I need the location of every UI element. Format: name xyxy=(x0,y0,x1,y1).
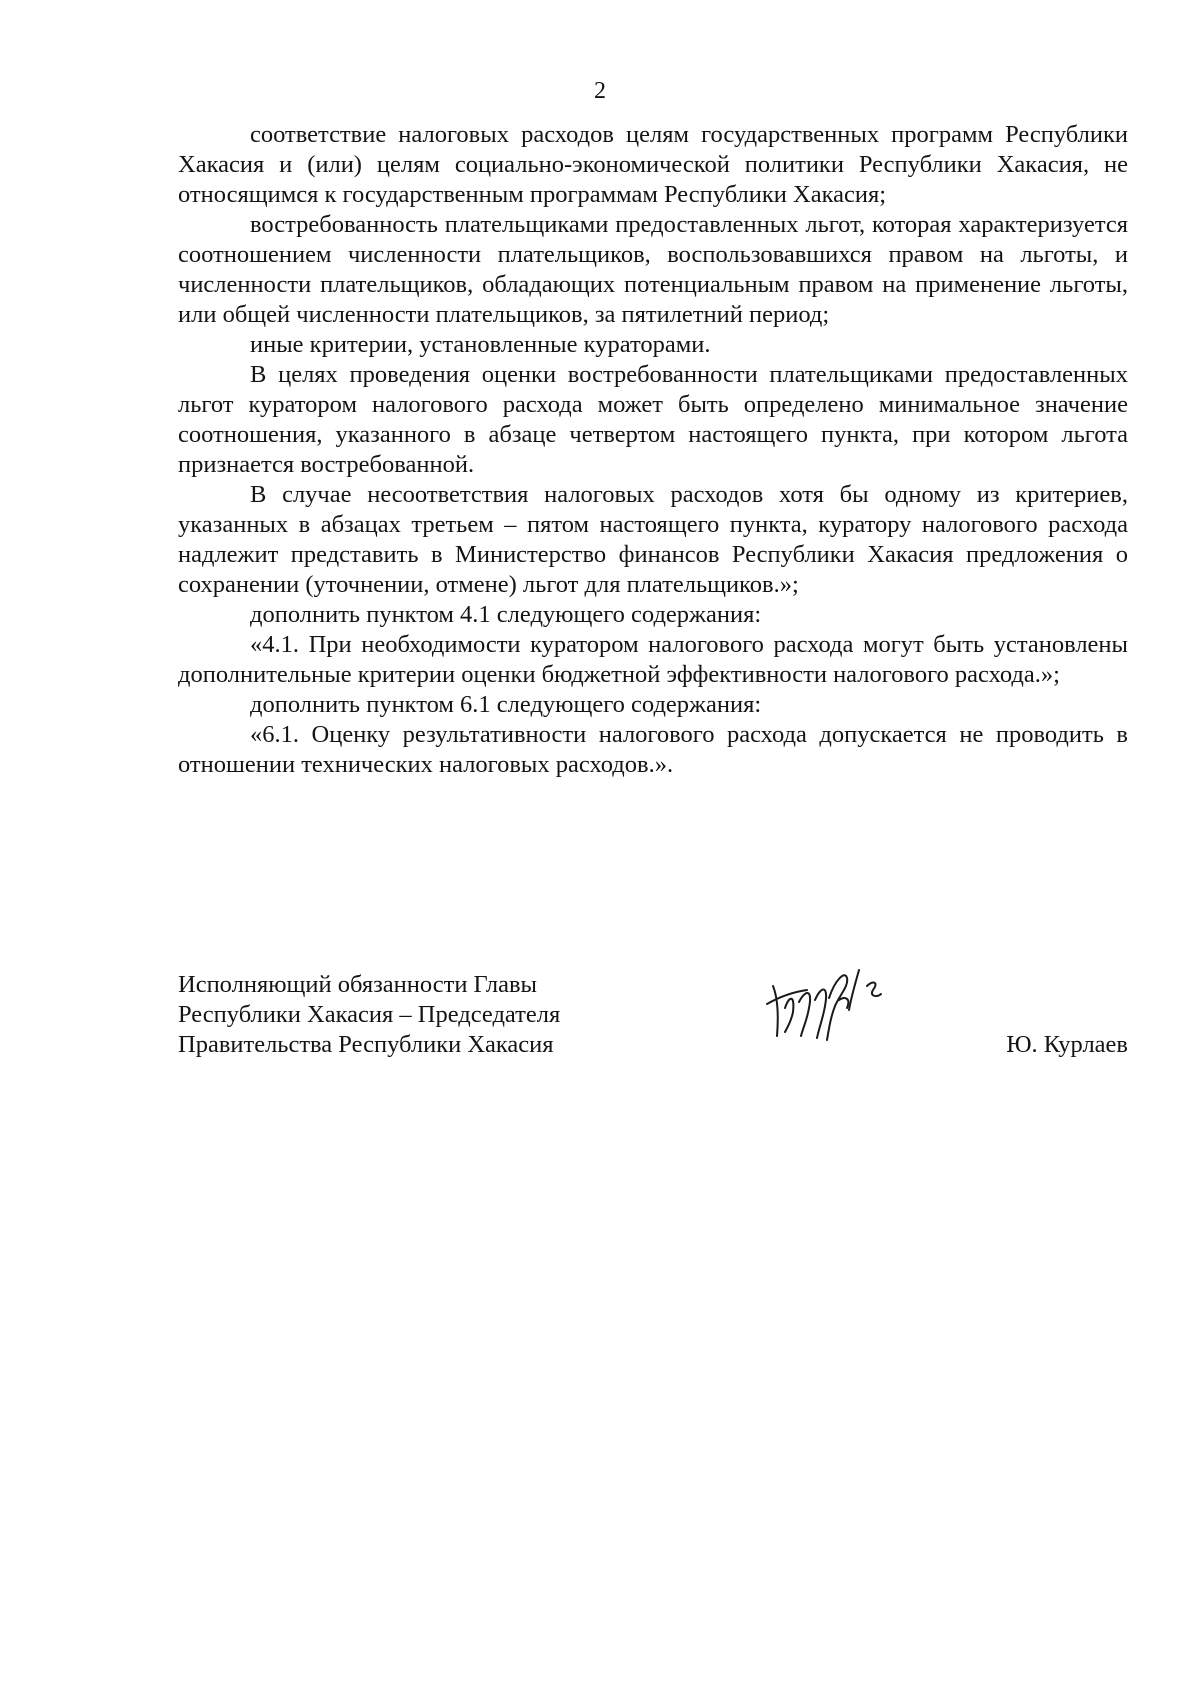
document-body xyxy=(178,120,1128,780)
page-number: 2 xyxy=(594,78,606,104)
paragraph-add-item-6-1: дополнить пунктом 6.1 следующего содержания: xyxy=(250,691,762,718)
signature-block xyxy=(178,970,1128,1070)
paragraph-criterion-compliance: соответствие налоговых расходов целям государственных программ Республики Хакасия и (или) целям социально-экономической политики Республики Хакасия, не относящимся к государственным программам Республики Хакасия; xyxy=(178,121,1128,208)
paragraph-add-item-4-1: дополнить пунктом 4.1 следующего содержания: xyxy=(250,601,762,628)
handwritten-signature xyxy=(763,956,908,1046)
signer-title-line: Правительства Республики Хакасия xyxy=(178,1031,554,1058)
paragraph-noncompliance: В случае несоответствия налоговых расходов хотя бы одному из критериев, указанных в абзацах третьем – пятом настоящего пункта, куратору налогового расхода надлежит представить в Министерство финансов Республики Хакасия предложения о сохранении (уточнении, отмене) льгот для плательщиков.»; xyxy=(178,481,1128,598)
signer-title xyxy=(178,970,698,1060)
signer-name: Ю. Курлаев xyxy=(1006,1031,1128,1058)
paragraph-item-4-1: «4.1. При необходимости куратором налогового расхода могут быть установлены дополнительные критерии оценки бюджетной эффективности налогового расхода.»; xyxy=(178,631,1128,688)
signer-title-line: Республики Хакасия – Председателя xyxy=(178,1001,561,1028)
paragraph-demand-evaluation: В целях проведения оценки востребованности плательщиками предоставленных льгот куратором налогового расхода может быть определено минимальное значение соотношения, указанного в абзаце четвертом настоящего пункта, при котором льгота признается востребованной. xyxy=(178,361,1128,478)
signer-title-line: Исполняющий обязанности Главы xyxy=(178,971,538,998)
paragraph-criterion-demand: востребованность плательщиками предоставленных льгот, которая характеризуется соотношением численности плательщиков, воспользовавшихся правом на льготы, и численности плательщиков, обладающих потенциальным правом на применение льготы, или общей численности плательщиков, за пятилетний период; xyxy=(178,211,1128,328)
paragraph-item-6-1: «6.1. Оценку результативности налогового расхода допускается не проводить в отношении технических налоговых расходов.». xyxy=(178,721,1128,778)
paragraph-criterion-other: иные критерии, установленные кураторами. xyxy=(250,331,711,358)
